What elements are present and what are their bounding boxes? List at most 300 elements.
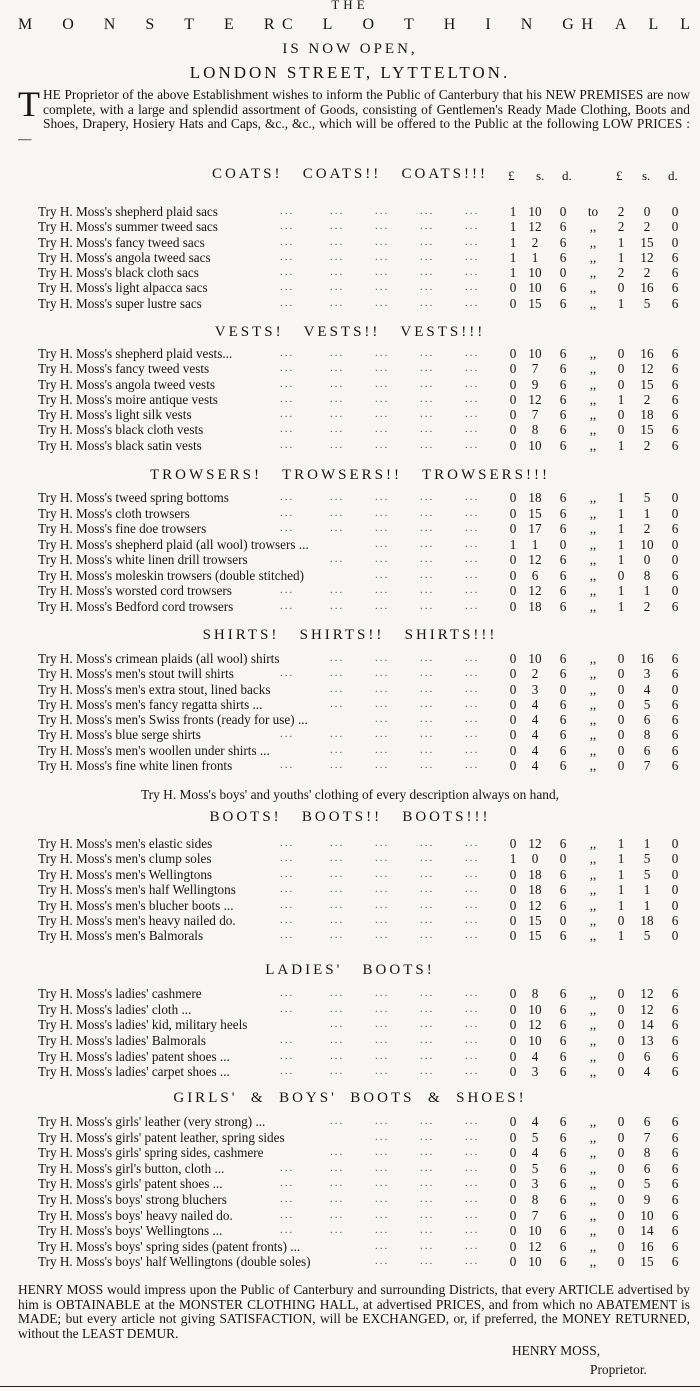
item-description: Try H. Moss's light silk vests	[38, 407, 192, 423]
leader-dots: ...	[420, 1192, 435, 1205]
currency-shillings-2: s.	[642, 168, 651, 183]
leader-dots: ...	[330, 898, 345, 911]
price-range-separator: ,,	[589, 742, 597, 758]
leader-dots: ...	[420, 837, 435, 849]
leader-dots: ...	[280, 362, 295, 375]
leader-dots: ...	[280, 852, 295, 865]
price-to-pounds: 0	[617, 651, 625, 666]
price-range-separator: ,,	[589, 391, 597, 407]
leader-dots: ...	[420, 682, 435, 695]
item-description: Try H. Moss's men's elastic sides	[38, 836, 213, 851]
price-to-shillings: 5	[643, 866, 651, 882]
price-to-pounds: 0	[617, 1207, 625, 1223]
item-description: Try H. Moss's ladies' carpet shoes ...	[38, 1064, 230, 1080]
leader-dots: ...	[375, 1224, 390, 1237]
price-to-shillings: 16	[640, 346, 654, 361]
intro-text-1: HE Proprietor of the above Establishment wishes to inform the Public of Canterbury that his	[43, 87, 546, 102]
leader-dots: ...	[465, 913, 480, 926]
price-range-separator: ,,	[589, 986, 597, 1001]
leader-dots: ...	[465, 682, 480, 695]
price-row	[0, 422, 700, 437]
price-range-separator: ,,	[589, 1033, 597, 1049]
price-row	[0, 377, 700, 392]
price-from-pence: 6	[559, 437, 567, 453]
price-range-separator: ,,	[589, 651, 597, 666]
price-from-pounds: 1	[509, 536, 517, 552]
leader-dots: ...	[280, 1034, 295, 1047]
section-title: COATS! COATS!! COATS!!!	[211, 166, 488, 182]
price-from-shillings: 12	[528, 1238, 542, 1254]
price-to-shillings: 15	[640, 1254, 654, 1270]
leader-dots: ...	[330, 408, 345, 421]
price-to-pounds: 2	[617, 219, 625, 235]
item-description: Try H. Moss's girls' leather (very strong) ...	[38, 1114, 266, 1129]
price-from-pounds: 0	[509, 598, 517, 614]
leader-dots: ...	[330, 599, 345, 612]
price-from-shillings: 4	[531, 758, 539, 774]
price-range-separator: ,,	[589, 1048, 597, 1064]
leader-dots: ...	[330, 1018, 345, 1031]
price-from-shillings: 15	[528, 505, 542, 521]
price-row	[0, 986, 700, 1002]
leader-dots: ...	[375, 1192, 390, 1205]
price-from-pounds: 0	[509, 1114, 517, 1129]
leader-dots: ...	[465, 743, 480, 756]
price-to-pounds: 1	[617, 897, 625, 913]
price-from-shillings: 12	[528, 391, 542, 407]
price-range-separator: ,,	[589, 1129, 597, 1145]
price-row	[0, 537, 700, 553]
price-from-shillings: 15	[528, 928, 542, 944]
price-from-pence: 6	[559, 696, 567, 712]
price-to-pence: 6	[671, 727, 679, 743]
leader-dots: ...	[375, 759, 390, 772]
price-to-pence: 6	[671, 1176, 679, 1192]
price-from-pounds: 0	[509, 712, 517, 728]
item-description: Try H. Moss's black cloth vests	[38, 422, 204, 438]
price-from-shillings: 8	[531, 1191, 539, 1207]
price-to-pence: 0	[671, 897, 679, 913]
price-range-separator: ,,	[589, 1191, 597, 1207]
price-from-pence: 6	[559, 897, 567, 913]
item-description: Try H. Moss's boys' heavy nailed do.	[38, 1207, 233, 1223]
leader-dots: ...	[375, 599, 390, 612]
leader-dots: ...	[420, 929, 435, 942]
leader-dots: ...	[375, 522, 390, 534]
leader-dots: ...	[420, 1146, 435, 1159]
price-to-pence: 6	[671, 1033, 679, 1049]
item-description: Try H. Moss's ladies' Balmorals	[38, 1033, 207, 1049]
price-row	[0, 250, 700, 265]
leader-dots: ...	[465, 1065, 480, 1078]
price-range-separator: ,,	[589, 836, 597, 851]
leader-dots: ...	[330, 1192, 345, 1205]
item-description: Try H. Moss's men's woollen under shirts ...	[38, 742, 270, 758]
price-from-shillings: 18	[528, 490, 542, 505]
price-range-separator: ,,	[589, 696, 597, 712]
price-from-shillings: 10	[528, 346, 542, 361]
section-title: LADIES' BOOTS!	[265, 962, 435, 978]
leader-dots: ...	[465, 553, 480, 565]
price-from-pounds: 0	[509, 882, 517, 898]
price-range-separator: ,,	[589, 265, 597, 281]
price-from-shillings: 4	[531, 742, 539, 758]
price-range-separator: ,,	[589, 866, 597, 882]
price-to-pence: 0	[671, 490, 679, 505]
price-from-pence: 6	[559, 1160, 567, 1176]
item-description: Try H. Moss's fine doe trowsers	[38, 521, 207, 536]
price-from-pounds: 1	[509, 249, 517, 265]
price-to-pence: 6	[671, 1048, 679, 1064]
leader-dots: ...	[420, 898, 435, 911]
price-from-pounds: 0	[509, 295, 517, 311]
price-to-pence: 6	[671, 376, 679, 392]
price-from-pence: 6	[559, 1145, 567, 1161]
price-from-shillings: 5	[531, 1160, 539, 1176]
price-from-pence: 6	[559, 1033, 567, 1049]
price-to-pence: 6	[671, 696, 679, 712]
leader-dots: ...	[420, 235, 435, 248]
price-from-pence: 6	[559, 986, 567, 1001]
price-row	[0, 490, 700, 506]
leader-dots: ...	[420, 599, 435, 612]
price-from-pence: 6	[559, 1001, 567, 1017]
price-from-pence: 0	[559, 912, 567, 928]
price-range-separator: ,,	[589, 567, 597, 583]
price-to-shillings: 1	[643, 882, 651, 898]
price-range-separator: ,,	[589, 361, 597, 377]
price-from-pounds: 0	[509, 912, 517, 928]
item-description: Try H. Moss's men's Balmorals	[38, 928, 204, 944]
price-to-shillings: 6	[643, 1114, 651, 1129]
leader-dots: ...	[330, 837, 345, 849]
price-from-pence: 6	[559, 505, 567, 521]
price-from-shillings: 12	[528, 552, 542, 567]
price-from-pence: 6	[559, 552, 567, 567]
leader-dots: ...	[330, 852, 345, 865]
price-range-separator: ,,	[589, 437, 597, 453]
leader-dots: ...	[465, 1130, 480, 1143]
leader-dots: ...	[280, 250, 295, 263]
price-to-pence: 0	[671, 928, 679, 944]
price-from-shillings: 12	[528, 583, 542, 598]
price-from-pence: 6	[559, 1238, 567, 1254]
intro-paragraph	[18, 84, 691, 146]
price-to-pounds: 0	[617, 567, 625, 583]
item-description: Try H. Moss's men's Swiss fronts (ready for use) ...	[38, 712, 308, 728]
price-from-pence: 6	[559, 361, 567, 377]
leader-dots: ...	[375, 728, 390, 741]
leader-dots: ...	[465, 987, 480, 999]
price-to-shillings: 5	[643, 490, 651, 505]
leader-dots: ...	[330, 1161, 345, 1174]
price-from-pounds: 0	[509, 666, 517, 682]
leader-dots: ...	[330, 728, 345, 741]
price-to-pence: 6	[671, 249, 679, 265]
price-to-shillings: 14	[640, 1223, 654, 1239]
price-to-pence: 6	[671, 280, 679, 296]
currency-pounds-2: £	[616, 168, 623, 183]
currency-pence-2: d.	[668, 168, 678, 183]
leader-dots: ...	[375, 1018, 390, 1031]
price-from-pounds: 0	[509, 583, 517, 598]
price-to-shillings: 16	[640, 280, 654, 296]
price-row	[0, 1161, 700, 1177]
price-to-pence: 6	[671, 1001, 679, 1017]
price-from-pence: 6	[559, 1048, 567, 1064]
header-address: LONDON STREET, LYTTELTON.	[189, 63, 511, 82]
price-from-pence: 6	[559, 1191, 567, 1207]
price-to-pence: 6	[671, 1129, 679, 1145]
header-brand	[18, 16, 690, 34]
price-to-pounds: 0	[617, 758, 625, 774]
price-from-pence: 6	[559, 1129, 567, 1145]
price-row	[0, 1017, 700, 1033]
price-from-shillings: 2	[531, 234, 539, 250]
price-range-separator: ,,	[589, 1114, 597, 1129]
brand-word: C L O T H I N G	[282, 16, 574, 33]
price-from-pence: 6	[559, 346, 567, 361]
price-to-shillings: 8	[643, 1145, 651, 1161]
price-to-shillings: 1	[643, 836, 651, 851]
section-price-list	[0, 651, 700, 773]
leader-dots: ...	[420, 1177, 435, 1190]
price-to-shillings: 7	[643, 1129, 651, 1145]
currency-shillings: s.	[536, 168, 545, 183]
item-description: Try H. Moss's boys' spring sides (patent fronts) ...	[38, 1238, 301, 1254]
leader-dots: ...	[330, 867, 345, 880]
leader-dots: ...	[330, 1224, 345, 1237]
price-from-pounds: 0	[509, 1223, 517, 1239]
leader-dots: ...	[420, 1018, 435, 1031]
price-range-separator: ,,	[589, 249, 597, 265]
leader-dots: ...	[330, 697, 345, 710]
price-to-shillings: 15	[640, 234, 654, 250]
price-from-shillings: 7	[531, 361, 539, 377]
item-description: Try H. Moss's angola tweed sacs	[38, 249, 211, 265]
leader-dots: ...	[280, 423, 295, 436]
price-range-separator: ,,	[589, 712, 597, 728]
leader-dots: ...	[330, 205, 345, 217]
price-to-pence: 6	[671, 391, 679, 407]
section-price-list	[0, 346, 700, 453]
item-description: Try H. Moss's blue serge shirts	[38, 727, 201, 743]
item-description: Try H. Moss's crimean plaids (all wool) shirts	[38, 651, 280, 666]
price-from-pounds: 0	[509, 742, 517, 758]
price-from-pounds: 0	[509, 1048, 517, 1064]
price-from-shillings: 10	[528, 1254, 542, 1270]
leader-dots: ...	[420, 987, 435, 999]
leader-dots: ...	[375, 1255, 390, 1268]
leader-dots: ...	[330, 296, 345, 309]
item-description: Try H. Moss's boys' strong bluchers	[38, 1191, 227, 1207]
price-from-shillings: 7	[531, 407, 539, 423]
price-row	[0, 265, 700, 280]
leader-dots: ...	[330, 584, 345, 596]
leader-dots: ...	[330, 1115, 345, 1127]
price-to-pence: 6	[671, 1145, 679, 1161]
price-from-pence: 6	[559, 376, 567, 392]
item-description: Try H. Moss's black satin vests	[38, 437, 202, 453]
leader-dots: ...	[420, 281, 435, 294]
price-to-pence: 6	[671, 912, 679, 928]
price-range-separator: ,,	[589, 758, 597, 774]
price-to-shillings: 6	[643, 1160, 651, 1176]
price-from-pence: 6	[559, 1207, 567, 1223]
price-to-shillings: 5	[643, 928, 651, 944]
price-from-pence: 0	[559, 204, 567, 219]
leader-dots: ...	[375, 913, 390, 926]
price-to-shillings: 14	[640, 1017, 654, 1033]
leader-dots: ...	[465, 266, 480, 279]
section-price-list	[0, 836, 700, 944]
signature-role: Proprietor.	[590, 1362, 647, 1377]
price-range-separator: ,,	[589, 1145, 597, 1161]
leader-dots: ...	[280, 1049, 295, 1062]
price-from-pence: 0	[559, 681, 567, 697]
price-from-pounds: 0	[509, 928, 517, 944]
leader-dots: ...	[330, 987, 345, 999]
price-to-pounds: 0	[617, 1064, 625, 1080]
leader-dots: ...	[420, 553, 435, 565]
price-to-pounds: 0	[617, 1191, 625, 1207]
price-to-pence: 6	[671, 986, 679, 1001]
leader-dots: ...	[330, 553, 345, 565]
price-from-shillings: 10	[528, 280, 542, 296]
header-the: THE	[331, 0, 369, 12]
leader-dots: ...	[420, 1065, 435, 1078]
leader-dots: ...	[375, 584, 390, 596]
leader-dots: ...	[465, 220, 480, 233]
leader-dots: ...	[465, 728, 480, 741]
price-from-pounds: 0	[509, 866, 517, 882]
price-to-shillings: 1	[643, 583, 651, 598]
price-to-pence: 6	[671, 742, 679, 758]
leader-dots: ...	[375, 362, 390, 375]
price-from-pence: 6	[559, 928, 567, 944]
price-to-shillings: 6	[643, 742, 651, 758]
price-to-shillings: 10	[640, 1207, 654, 1223]
price-range-separator: ,,	[589, 912, 597, 928]
price-to-pence: 0	[671, 866, 679, 882]
price-to-shillings: 7	[643, 758, 651, 774]
leader-dots: ...	[465, 568, 480, 581]
bottom-rule	[0, 1386, 700, 1387]
item-description: Try H. Moss's men's stout twill shirts	[38, 666, 234, 682]
leader-dots: ...	[280, 667, 295, 680]
price-from-pounds: 0	[509, 651, 517, 666]
leader-dots: ...	[420, 743, 435, 756]
leader-dots: ...	[280, 281, 295, 294]
price-to-pence: 6	[671, 1114, 679, 1129]
leader-dots: ...	[465, 438, 480, 451]
price-to-pounds: 1	[617, 490, 625, 505]
leader-dots: ...	[375, 423, 390, 436]
price-to-pence: 6	[671, 1064, 679, 1080]
price-row	[0, 1064, 700, 1080]
leader-dots: ...	[375, 220, 390, 233]
price-from-pounds: 0	[509, 391, 517, 407]
leader-dots: ...	[465, 1208, 480, 1221]
leader-dots: ...	[465, 759, 480, 772]
price-to-pence: 0	[671, 219, 679, 235]
price-row	[0, 204, 700, 219]
price-from-shillings: 18	[528, 882, 542, 898]
price-to-pounds: 0	[617, 666, 625, 682]
leader-dots: ...	[375, 392, 390, 405]
leader-dots: ...	[330, 438, 345, 451]
leader-dots: ...	[465, 898, 480, 911]
price-to-pounds: 2	[617, 204, 625, 219]
price-to-shillings: 8	[643, 727, 651, 743]
price-from-shillings: 10	[528, 265, 542, 281]
price-to-pounds: 0	[617, 1176, 625, 1192]
price-to-pounds: 1	[617, 249, 625, 265]
price-to-shillings: 2	[643, 437, 651, 453]
leader-dots: ...	[375, 1049, 390, 1062]
price-row	[0, 521, 700, 537]
item-description: Try H. Moss's men's blucher boots ...	[38, 897, 234, 913]
price-row	[0, 392, 700, 407]
price-from-pounds: 0	[509, 1129, 517, 1145]
leader-dots: ...	[330, 220, 345, 233]
leader-dots: ...	[420, 697, 435, 710]
price-from-pence: 6	[559, 1176, 567, 1192]
price-range-separator: ,,	[589, 1176, 597, 1192]
leader-dots: ...	[280, 347, 295, 359]
price-to-pounds: 0	[617, 1223, 625, 1239]
leader-dots: ...	[330, 1177, 345, 1190]
leader-dots: ...	[375, 929, 390, 942]
leader-dots: ...	[420, 867, 435, 880]
section-price-list	[0, 490, 700, 614]
leader-dots: ...	[420, 1255, 435, 1268]
section-price-list	[0, 986, 700, 1080]
price-range-separator: ,,	[589, 295, 597, 311]
price-from-pounds: 0	[509, 1145, 517, 1161]
leader-dots: ...	[375, 867, 390, 880]
leader-dots: ...	[465, 423, 480, 436]
leader-dots: ...	[420, 491, 435, 503]
leader-dots: ...	[375, 537, 390, 550]
price-from-pounds: 0	[509, 422, 517, 438]
leader-dots: ...	[375, 408, 390, 421]
leader-dots: ...	[420, 362, 435, 375]
price-from-shillings: 5	[531, 1129, 539, 1145]
price-from-shillings: 12	[528, 1017, 542, 1033]
leader-dots: ...	[280, 266, 295, 279]
price-to-pounds: 0	[617, 1145, 625, 1161]
leader-dots: ...	[465, 697, 480, 710]
price-row	[0, 280, 700, 295]
price-row	[0, 836, 700, 851]
price-from-pounds: 0	[509, 1238, 517, 1254]
leader-dots: ...	[465, 522, 480, 534]
price-to-pounds: 0	[617, 361, 625, 377]
leader-dots: ...	[375, 883, 390, 896]
price-from-pounds: 0	[509, 1160, 517, 1176]
price-to-pounds: 0	[617, 346, 625, 361]
price-from-shillings: 4	[531, 696, 539, 712]
price-row	[0, 882, 700, 897]
price-to-shillings: 4	[643, 681, 651, 697]
item-description: Try H. Moss's girl's button, cloth ...	[38, 1160, 225, 1176]
price-row	[0, 1114, 700, 1130]
closing-paragraph: HENRY MOSS would impress upon the Public of Canterbury and surrounding Districts, that every ARTICLE advertised by him is OBTAINABLE at the MONSTER CLOTHING HALL, at advertised PRICES, and from which no ABATEMENT is MADE; but every article not giving SATISFACTION, will be EXCHANGED, or, if preferred, the MONEY RETURNED, without the LEAST DEMUR.	[18, 1282, 690, 1341]
leader-dots: ...	[330, 1065, 345, 1078]
leader-dots: ...	[330, 652, 345, 664]
price-from-pence: 0	[559, 851, 567, 867]
